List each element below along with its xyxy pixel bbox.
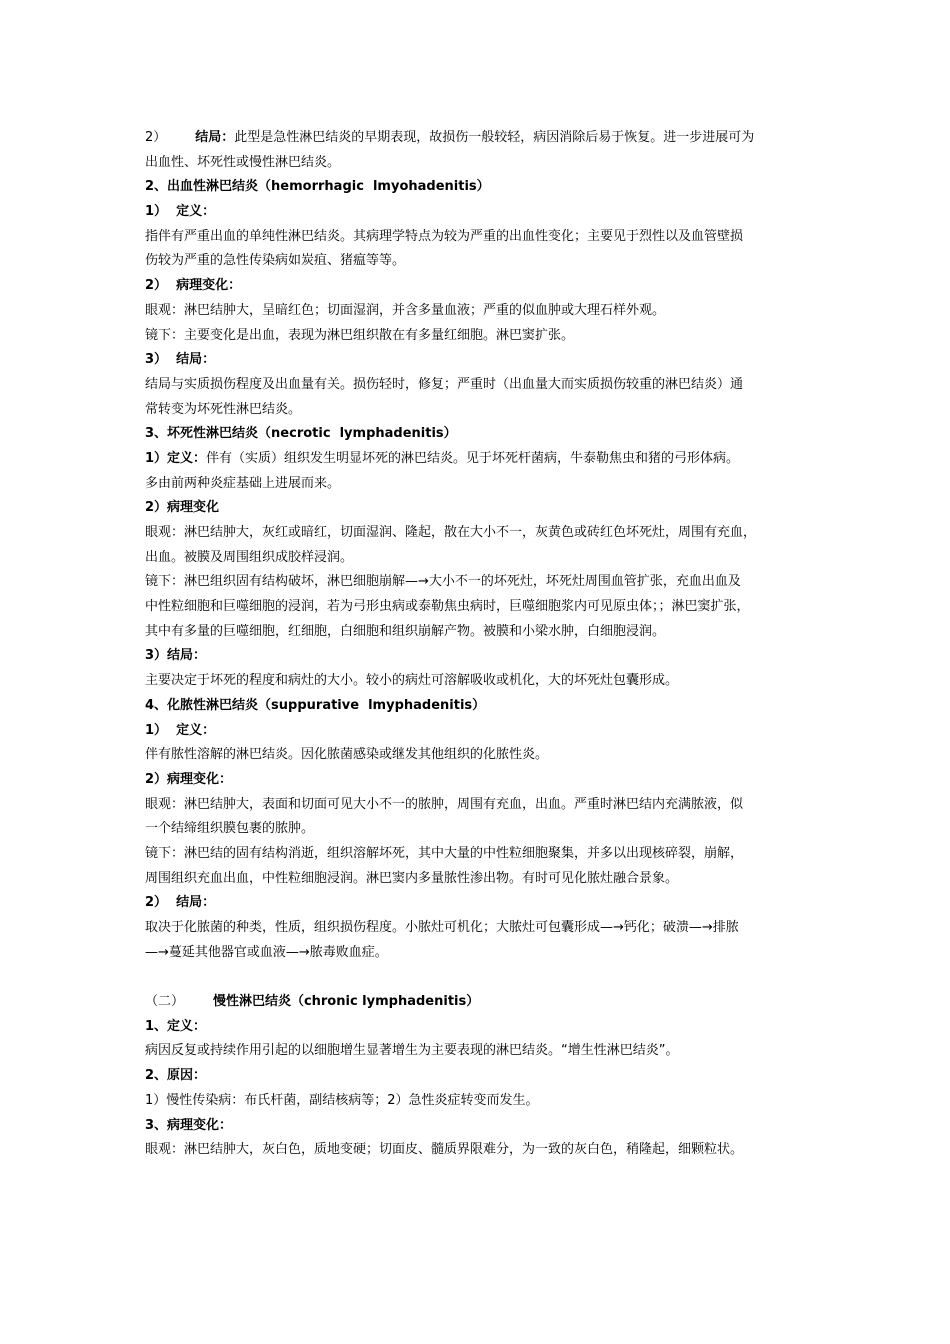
section-heading <box>145 274 815 299</box>
text-line <box>145 620 815 645</box>
bold-label: 1） 定义： <box>145 204 216 220</box>
section-heading <box>145 768 815 793</box>
text-line <box>145 324 815 349</box>
text-line <box>145 225 815 250</box>
body-text: 指伴有严重出血的单纯性淋巴结炎。其病理学特点为较为严重的出血性变化；主要见于烈性以及血管壁损 <box>145 228 744 244</box>
section-heading <box>145 496 815 521</box>
body-text: 中性粒细胞和巨噬细胞的浸润，若为弓形虫病或泰勒焦虫病时，巨噬细胞浆内可见原虫体；；淋巴窦扩张， <box>145 599 750 615</box>
text-line <box>145 793 815 818</box>
text-line <box>145 1138 815 1163</box>
text-line <box>145 126 815 151</box>
bold-label: 2、原因： <box>145 1068 207 1084</box>
bold-label: 3、坏死性淋巴结炎（necrotic lymphadenitis） <box>145 426 457 442</box>
body-text: 病因反复或持续作用引起的以细胞增生显著增生为主要表现的淋巴结炎。“增生性淋巴结炎”。 <box>145 1043 679 1059</box>
body-text: 伴有脓性溶解的淋巴结炎。因化脓菌感染或继发其他组织的化脓性炎。 <box>145 747 549 763</box>
section-heading <box>145 200 815 225</box>
body-text: 镜下：淋巴结的固有结构消逝，组织溶解坏死，其中大量的中性粒细胞聚集，并多以出现核碎裂，崩解， <box>145 845 744 861</box>
text-line <box>145 595 815 620</box>
text-line <box>145 472 815 497</box>
bold-label: 1）定义： <box>145 450 207 466</box>
body-text: 取决于化脓菌的种类，性质，组织损伤程度。小脓灶可机化；大脓灶可包囊形成—→钙化；破溃—→排脓 <box>145 920 739 935</box>
bold-label: 2）病理变化 <box>145 500 220 516</box>
body-text: 眼观：淋巴结肿大，表面和切面可见大小不一的脓肿，周围有充血，出血。严重时淋巴结内充满脓液，似 <box>145 796 744 812</box>
body-text: 主要决定于坏死的程度和病灶的大小。较小的病灶可溶解吸收或机化，大的坏死灶包囊形成。 <box>145 673 679 689</box>
section-heading <box>145 891 815 916</box>
text-line <box>145 570 815 595</box>
text-line <box>145 916 815 941</box>
text-line <box>145 1039 815 1064</box>
body-text: 出血。被膜及周围组织成胶样浸润。 <box>145 549 354 565</box>
bold-label: 慢性淋巴结炎（chronic lymphadenitis） <box>212 994 480 1010</box>
section-heading <box>145 644 815 669</box>
body-text: 镜下：主要变化是出血，表现为淋巴组织散在有多量红细胞。淋巴窦扩张。 <box>145 327 575 343</box>
bold-label: 结局： <box>195 130 235 145</box>
bold-label: 2）病理变化： <box>145 771 233 787</box>
body-text: 伤较为严重的急性传染病如炭疽、猪瘟等等。 <box>145 253 406 269</box>
text-line <box>145 669 815 694</box>
body-text: 常转变为坏死性淋巴结炎。 <box>145 401 302 417</box>
text-line <box>145 151 815 176</box>
body-text: 其中有多量的巨噬细胞，红细胞，白细胞和组织崩解产物。被膜和小梁水肿，白细胞浸润。 <box>145 623 666 639</box>
text-line <box>145 521 815 546</box>
bold-label: 2、出血性淋巴结炎（hemorrhagic lmyohadenitis） <box>145 179 490 195</box>
body-text: —→蔓延其他器官或血液—→脓毒败血症。 <box>145 944 388 960</box>
body-text: 此型是急性淋巴结炎的早期表现，故损伤一般较轻，病因消除后易于恢复。进一步进展可为 <box>234 130 755 145</box>
document-body <box>145 126 815 1163</box>
section-heading <box>145 175 815 200</box>
body-text: 周围组织充血出血，中性粒细胞浸润。淋巴窦内多量脓性渗出物。有时可见化脓灶融合景象。 <box>145 870 679 886</box>
section-heading <box>145 1114 815 1139</box>
body-text: 伴有（实质）组织发生明显坏死的淋巴结炎。见于坏死杆菌病，牛泰勒焦虫和猪的弓形体病。 <box>206 450 740 466</box>
section-heading <box>145 1064 815 1089</box>
body-text: 眼观：淋巴结肿大，灰白色，质地变硬；切面皮、髓质界限难分，为一致的灰白色，稍隆起，细颗粒状。 <box>145 1142 744 1158</box>
body-text: 1）慢性传染病：布氏杆菌，副结核病等；2）急性炎症转变而发生。 <box>145 1092 539 1108</box>
list-marker: 2） <box>145 130 196 145</box>
bold-label: 3）结局： <box>145 648 207 664</box>
text-line <box>145 373 815 398</box>
section-heading <box>145 694 815 719</box>
body-text: 多由前两种炎症基础上进展而来。 <box>145 475 341 491</box>
list-marker: （二） <box>145 994 213 1010</box>
body-text: 眼观：淋巴结肿大，灰红或暗红，切面湿润、隆起，散在大小不一，灰黄色或砖红色坏死灶，周围有充血， <box>145 525 757 540</box>
text-line <box>145 941 815 966</box>
text-line <box>145 817 815 842</box>
body-text: 眼观：淋巴结肿大，呈暗红色；切面湿润，并含多量血液；严重的似血肿或大理石样外观。 <box>145 302 666 318</box>
body-text: 结局与实质损伤程度及出血量有关。损伤轻时，修复；严重时（出血量大而实质损伤较重的淋巴结炎）通 <box>145 376 744 392</box>
body-text: 镜下：淋巴组织固有结构破坏，淋巴细胞崩解—→大小不一的坏死灶，坏死灶周围血管扩张，充血出血及 <box>145 574 741 590</box>
text-line <box>145 398 815 423</box>
bold-label: 2） 结局： <box>145 895 216 911</box>
section-heading <box>145 1015 815 1040</box>
text-line <box>145 299 815 324</box>
text-line <box>145 447 815 472</box>
text-line <box>145 546 815 571</box>
bold-label: 1） 定义： <box>145 722 216 738</box>
section-heading <box>145 990 815 1015</box>
body-text: 一个结缔组织膜包裹的脓肿。 <box>145 821 315 837</box>
section-heading <box>145 719 815 744</box>
bold-label: 1、定义： <box>145 1018 207 1034</box>
text-line <box>145 1089 815 1114</box>
text-line <box>145 867 815 892</box>
bold-label: 3、病理变化： <box>145 1117 233 1133</box>
section-heading <box>145 422 815 447</box>
blank-line <box>145 965 815 990</box>
bold-label: 3） 结局： <box>145 352 216 368</box>
bold-label: 4、化脓性淋巴结炎（suppurative lmyphadenitis） <box>145 697 486 713</box>
section-heading <box>145 348 815 373</box>
text-line <box>145 842 815 867</box>
text-line <box>145 249 815 274</box>
bold-label: 2） 病理变化： <box>145 278 242 294</box>
body-text: 出血性、坏死性或慢性淋巴结炎。 <box>145 154 341 170</box>
text-line <box>145 743 815 768</box>
